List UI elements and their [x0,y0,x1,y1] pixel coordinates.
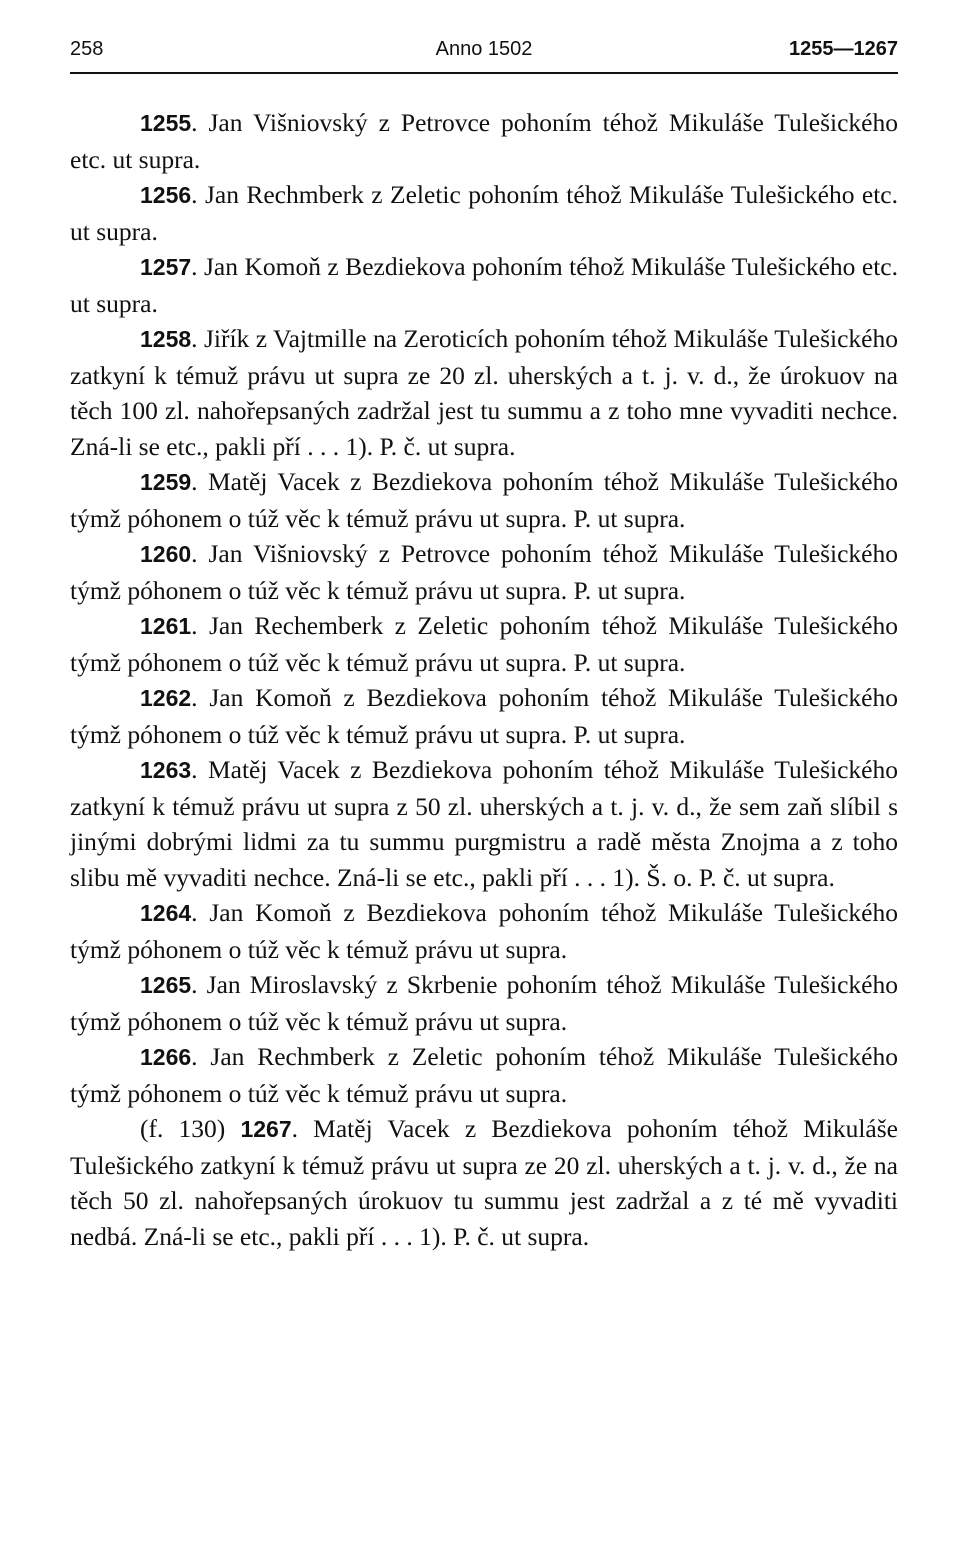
entry-number: 1258 [140,326,192,352]
entry [70,177,898,249]
entry-number: 1264 [140,900,192,926]
entry-number: 1262 [140,685,192,711]
entry-number: 1265 [140,972,192,998]
entry [70,249,898,321]
entry-number: 1259 [140,469,192,495]
entry-number: 1266 [140,1044,192,1070]
entry [70,105,898,177]
entry-number: 1267 [240,1116,292,1142]
entry-text: . Jan Rechmberk z Zeletic pohoním téhož Mikuláše Tulešického etc. ut supra. [70,180,898,246]
entry-text: . Jan Komoň z Bezdiekova pohoním téhož Mikuláše Tulešického etc. ut supra. [70,252,898,318]
running-title-year: Anno 1502 [435,38,533,60]
entry-number: 1255 [140,110,192,136]
running-header [70,32,898,74]
page-number: 258 [70,38,104,60]
entry-text: . Jan Miroslavský z Skrbenie pohoním téhož Mikuláše Tulešického týmž póhonem o túž věc k témuž právu ut supra. [70,970,898,1036]
entry [70,680,898,752]
entry-text: . Jan Rechmberk z Zeletic pohoním téhož Mikuláše Tulešického týmž póhonem o túž věc k témuž právu ut supra. [70,1042,898,1108]
entry-number: 1263 [140,757,192,783]
entry-number: 1261 [140,613,192,639]
entry-number: 1257 [140,254,192,280]
entry [70,536,898,608]
entry-number: 1256 [140,182,192,208]
folio-note: (f. 130) [140,1114,241,1143]
entry [70,608,898,680]
entry [70,895,898,967]
entry-text: . Jan Višniovský z Petrovce pohoním téhož Mikuláše Tulešického etc. ut supra. [70,108,898,174]
entry-text: . Jan Rechemberk z Zeletic pohoním téhož Mikuláše Tulešického týmž póhonem o túž věc k témuž právu ut supra. P. ut supra. [70,611,898,677]
entry-range: 1255—1267 [789,38,898,60]
entry [70,752,898,895]
entry-text: . Jan Komoň z Bezdiekova pohoním téhož Mikuláše Tulešického týmž póhonem o túž věc k témuž právu ut supra. P. ut supra. [70,683,898,749]
entry-text: . Jiřík z Vajtmille na Zeroticích pohoním téhož Mikuláše Tulešického zatkyní k témuž právu ut supra ze 20 zl. uherských a t. j. v. d., že úrokuov na těch 100 zl. nahořepsaných zadržal jest tu summu a z toho mne vyvaditi nechce. Zná-li se etc., pakli pří . . . 1). P. č. ut supra. [70,324,898,461]
entry [70,321,898,464]
entry [70,967,898,1039]
entry-number: 1260 [140,541,192,567]
body-text [70,105,898,1254]
entry [70,1039,898,1111]
entry-text: . Matěj Vacek z Bezdiekova pohoním téhož Mikuláše Tulešického zatkyní k témuž právu ut supra z 50 zl. uherských a t. j. v. d., že sem zaň slíbil s jinými dobrými lidmi za tu summu purgmistru a radě města Znojma a z toho slibu mě vyvaditi nechce. Zná-li se etc., pakli pří . . . 1). Š. o. P. č. ut supra. [70,755,898,892]
entry [70,1111,898,1254]
entry [70,464,898,536]
entry-text: . Jan Komoň z Bezdiekova pohoním téhož Mikuláše Tulešického týmž póhonem o túž věc k témuž právu ut supra. [70,898,898,964]
entry-text: . Matěj Vacek z Bezdiekova pohoním téhož Mikuláše Tulešického týmž póhonem o túž věc k témuž právu ut supra. P. ut supra. [70,467,898,533]
entry-text: . Jan Višniovský z Petrovce pohoním téhož Mikuláše Tulešického týmž póhonem o túž věc k témuž právu ut supra. P. ut supra. [70,539,898,605]
entry-text: . Matěj Vacek z Bezdiekova pohoním téhož Mikuláše Tulešického zatkyní k témuž právu ut supra ze 20 zl. uherských a t. j. v. d., že na těch 50 zl. nahořepsaných úrokuov tu summu jest zadržal a z té mě vyvaditi nedbá. Zná-li se etc., pakli pří . . . 1). P. č. ut supra. [70,1114,898,1251]
